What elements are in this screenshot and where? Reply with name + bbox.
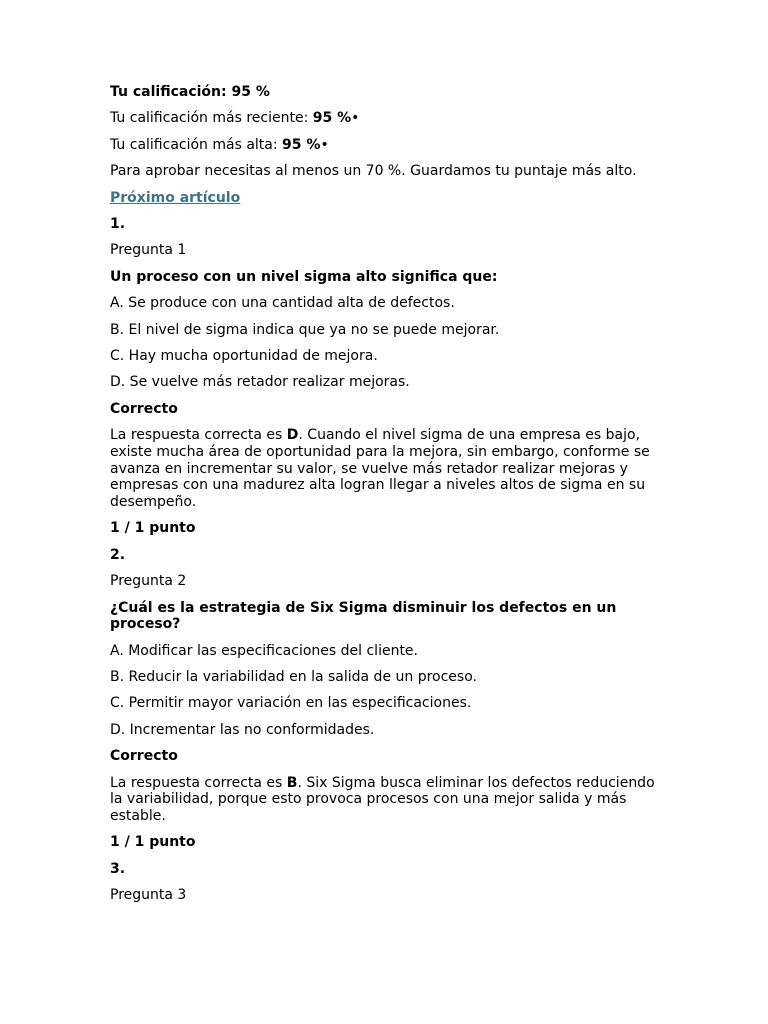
highest-grade-value: 95 % (282, 136, 321, 153)
answer-option-d[interactable]: D. Incrementar las no conformidades. (110, 721, 375, 738)
question-label: Pregunta 2 (110, 573, 187, 590)
feedback-prefix: La respuesta correcta es (110, 427, 287, 444)
question-score: 1 / 1 punto (110, 520, 196, 537)
answer-feedback (110, 775, 660, 825)
feedback-prefix: La respuesta correcta es (110, 774, 287, 791)
answer-option-a[interactable]: A. Se produce con una cantidad alta de defectos. (110, 295, 455, 312)
recent-grade-line (110, 110, 660, 127)
question-number: 1. (110, 215, 126, 232)
grade-value: 95 % (231, 84, 270, 100)
feedback-answer: D (286, 427, 299, 444)
highest-grade-bullet: • (320, 136, 329, 153)
pass-note: Para aprobar necesitas al menos un 70 %. Guardamos tu puntaje más alto. (110, 163, 637, 180)
grade-line (110, 84, 660, 101)
highest-grade-label: Tu calificación más alta: (110, 136, 278, 153)
answer-option-a[interactable]: A. Modificar las especificaciones del cliente. (110, 642, 418, 659)
next-article-link[interactable]: Próximo artículo (110, 189, 241, 206)
recent-grade-label: Tu calificación más reciente: (110, 110, 309, 127)
feedback-answer: B (286, 774, 298, 791)
question-label: Pregunta 1 (110, 242, 187, 259)
answer-status: Correcto (110, 400, 178, 417)
question-prompt: Un proceso con un nivel sigma alto significa que: (110, 268, 498, 285)
answer-feedback (110, 427, 660, 511)
question-number: 2. (110, 546, 126, 563)
question-2 (110, 547, 660, 852)
recent-grade-bullet: • (351, 110, 360, 127)
feedback-explanation: . Six Sigma busca eliminar los defectos reduciendo la variabilidad, porque esto provoca procesos con una mejor salida y más estable. (110, 774, 655, 825)
question-3 (110, 861, 660, 904)
question-prompt: ¿Cuál es la estrategia de Six Sigma disminuir los defectos en un proceso? (110, 599, 617, 633)
quiz-results-document (110, 84, 660, 914)
answer-option-c[interactable]: C. Permitir mayor variación en las especificaciones. (110, 695, 472, 712)
feedback-explanation: . Cuando el nivel sigma de una empresa es bajo, existe mucha área de oportunidad para la mejora, sin embargo, conforme se avanza en incrementar su valor, se vuelve más retador realizar mejoras y empresas con una madurez alta logran llegar a niveles altos de sigma en su desempeño. (110, 427, 650, 511)
question-label: Pregunta 3 (110, 887, 187, 904)
recent-grade-value: 95 % (312, 110, 352, 127)
answer-option-b[interactable]: B. Reducir la variabilidad en la salida de un proceso. (110, 669, 477, 685)
question-score: 1 / 1 punto (110, 834, 196, 851)
grade-label: Tu calificación: (110, 84, 227, 100)
highest-grade-line (110, 137, 660, 154)
answer-option-d[interactable]: D. Se vuelve más retador realizar mejoras. (110, 374, 410, 391)
answer-option-c[interactable]: C. Hay mucha oportunidad de mejora. (110, 347, 378, 364)
answer-status: Correcto (110, 748, 178, 765)
question-1 (110, 216, 660, 538)
answer-option-b[interactable]: B. El nivel de sigma indica que ya no se puede mejorar. (110, 321, 500, 338)
question-number: 3. (110, 860, 126, 877)
